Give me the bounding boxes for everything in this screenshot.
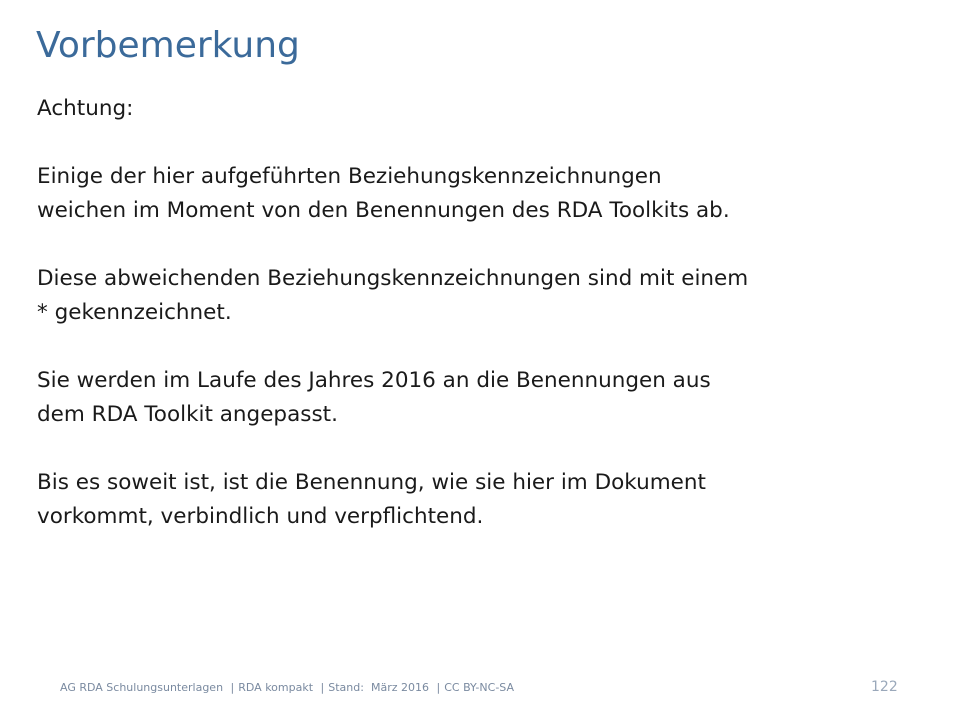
footer-separator: | — [436, 681, 441, 694]
paragraph-line: Diese abweichenden Beziehungskennzeichnungen sind mit einem — [37, 266, 749, 291]
paragraph-line: Einige der hier aufgeführten Beziehungskennzeichnungen — [37, 164, 662, 189]
paragraph-attention — [37, 92, 927, 126]
paragraph-deviation — [37, 160, 927, 228]
footer-separator: | — [230, 681, 235, 694]
footer-stand-date: März 2016 — [370, 681, 429, 694]
paragraph-line: dem RDA Toolkit angepasst. — [37, 402, 338, 427]
paragraph-line: weichen im Moment von den Benennungen des RDA Toolkits ab. — [37, 198, 730, 223]
footer-license: CC BY-NC-SA — [444, 681, 514, 694]
slide-title: Vorbemerkung — [36, 25, 300, 66]
paragraph-line: Bis es soweit ist, ist die Benennung, wie sie hier im Dokument — [37, 470, 706, 495]
footer-separator: | — [320, 681, 325, 694]
paragraph-line: Achtung: — [37, 96, 134, 121]
paragraph-marking — [37, 262, 927, 330]
paragraph-adjustment — [37, 364, 927, 432]
slide-footer — [60, 681, 514, 695]
footer-module: RDA kompakt — [238, 681, 314, 694]
page-number: 122 — [871, 679, 898, 695]
paragraph-line: * gekennzeichnet. — [37, 300, 232, 325]
slide-body — [37, 92, 927, 534]
paragraph-binding — [37, 466, 927, 534]
footer-org: AG RDA Schulungsunterlagen — [60, 681, 224, 694]
paragraph-line: vorkommt, verbindlich und verpflichtend. — [37, 504, 484, 529]
footer-stand-label: Stand: — [328, 681, 364, 694]
paragraph-line: Sie werden im Laufe des Jahres 2016 an die Benennungen aus — [37, 368, 711, 393]
